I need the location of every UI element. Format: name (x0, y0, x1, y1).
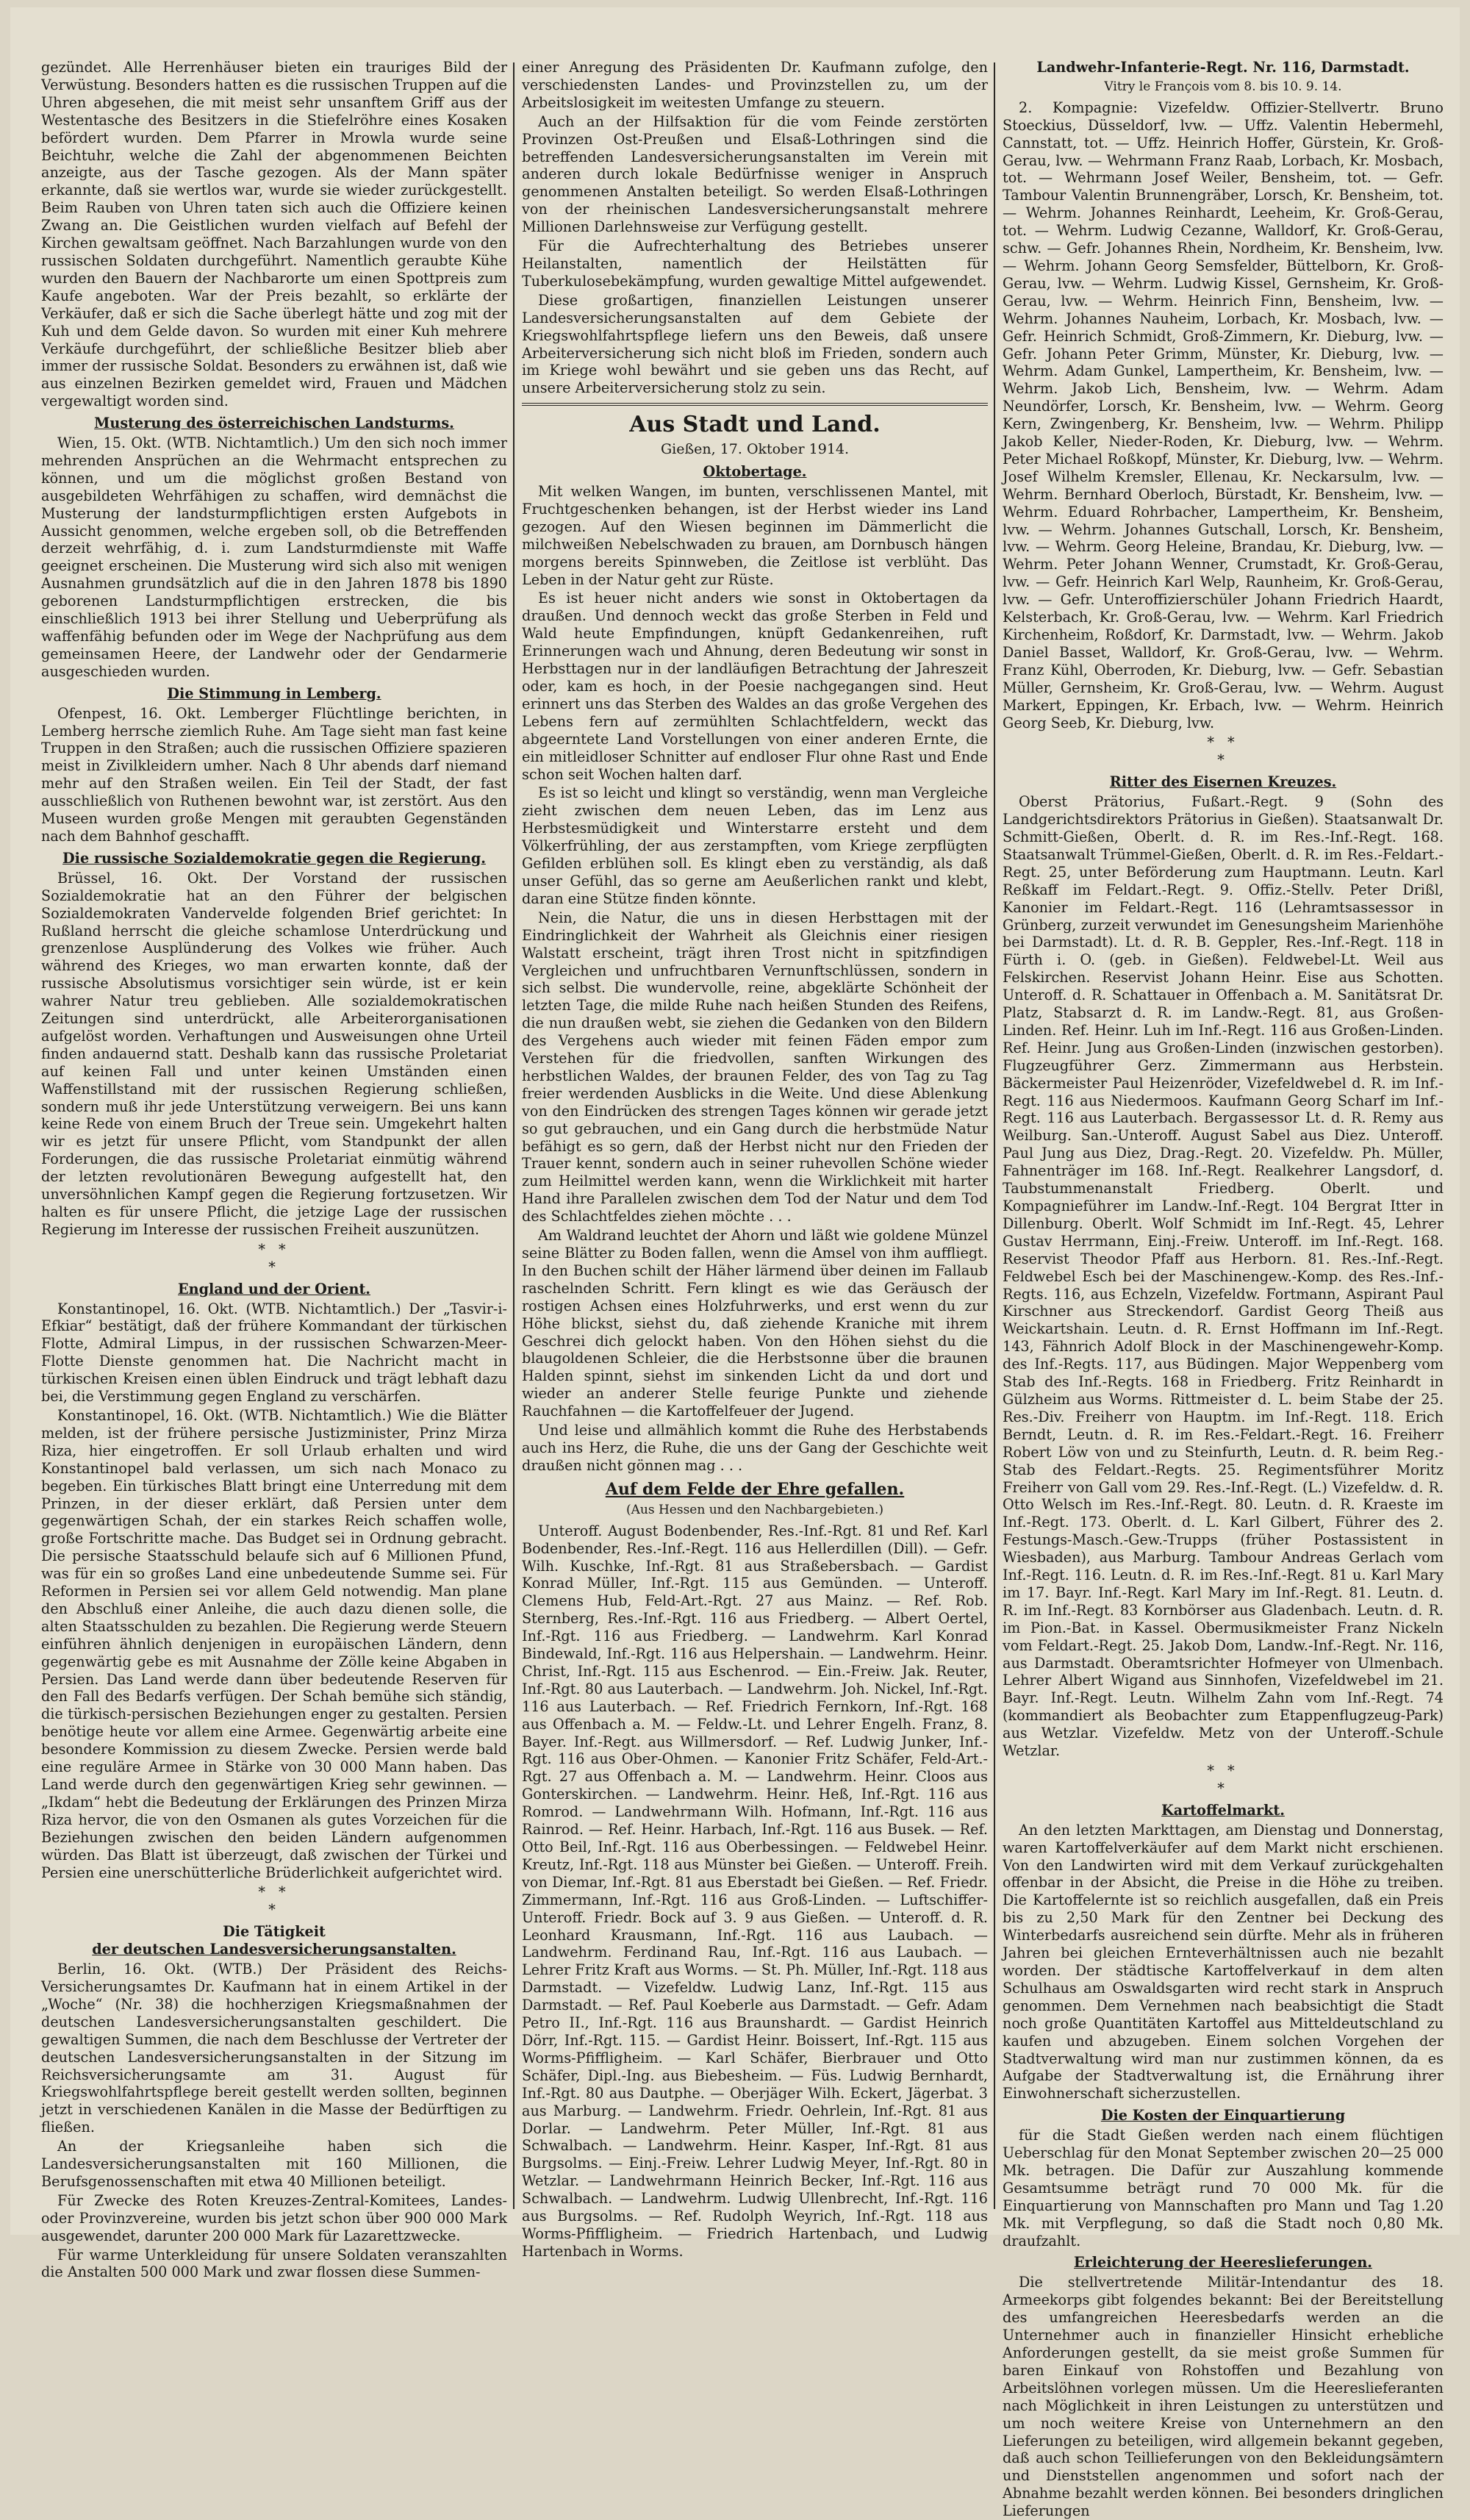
article-text: einer Anregung des Präsidenten Dr. Kaufmann zufolge, den verschiedensten Landes- und Provinzstellen zu, um der Arbeitslosigkeit im weitesten Umfange zu steuern. (522, 59, 988, 111)
article-heading: der deutschen Landesversicherungsanstalten. (92, 1941, 456, 1958)
separator-stars: * * * (258, 1883, 290, 1919)
article-heading: Kartoffelmarkt. (1161, 1801, 1285, 1819)
article-text: Oberst Prätorius, Fußart.-Regt. 9 (Sohn des Landgerichtsdirektors Prätorius in Gießen). Staatsanwalt Dr. Schmitt-Gießen, Oberlt. d. R. im Res.-Inf.-Regt. 168. Staatsanwalt Trümmel-Gießen, Oberlt. d. R. im Res.-Feldart.-Regt. 25, unter Beförderung zum Hauptmann. Leutn. Karl Reßkaff im Feldart.-Regt. 9. Offiz.-Stellv. Peter Drißl, Kanonier im Feldart.-Regt. 116 (Lehramtsassessor in Grünberg, zurzeit verwundet im Genesungsheim Marienhöhe bei Darmstadt). Lt. d. R. B. Geppler, Res.-Inf.-Regt. 118 in Fürth i. O. (geb. in Gießen). Feldwebel-Lt. Weil aus Felskirchen. Reservist Johann Heinr. Eise aus Schotten. Unteroff. d. R. Schattauer in Offenbach a. M. Sanitätsrat Dr. Platz, Stabsarzt d. R. im Landw.-Regt. 81, aus Großen-Linden. Ref. Heinr. Luh im Inf.-Regt. 116 aus Großen-Linden. Ref. Heinr. Jung aus Großen-Linden (inzwischen gestorben). Flugzeugführer Gerz. Zimmermann aus Herbstein. Bäckermeister Paul Heizenröder, Vizefeldwebel d. R. im Inf.-Regt. 116 aus Niedermoos. Kaufmann Georg Scharf im Inf.-Regt. 116 aus Lauterbach. Bergassessor Lt. d. R. Remy aus Weilburg. San.-Unteroff. August Sabel aus Diez. Unteroff. Paul Jung aus Diez, Drag.-Regt. 20. Vizefeldw. Ph. Müller, Fahnenträger im 168. Inf.-Regt. Realkehrer Langsdorf, d. Taubstummenanstalt Friedberg. Oberlt. und Kompagnieführer im Landw.-Inf.-Regt. 104 Bergrat Itter in Dillenburg. Oberlt. Wolf Schmidt im Inf.-Regt. 45, Lehrer Gustav Herrmann, Einj.-Freiw. Unteroff. im Inf.-Regt. 168. Reservist Theodor Pfaff aus Herborn. 81. Res.-Inf.-Regt. Feldwebel Esch bei der Maschinengew.-Komp. des Res.-Inf.-Regts. 116, aus Echzeln, Vizefeldw. Fortmann, Aspirant Paul Kirschner aus Streckendorf. Gardist Georg Theiß aus Weickartshain. Leutn. d. R. Ernst Hoffmann im Inf.-Regt. 143, Fähnrich Adolf Block in der Maschinengewehr-Komp. des Inf.-Regts. 117, aus Büdingen. Major Weppenberg vom Stab des Inf.-Regts. 168 in Friedberg. Fritz Reinhardt in Gülzheim aus Worms. Rittmeister d. L. beim Stabe der 25. Res.-Div. Freiherr von Hauptm. im Inf.-Regt. 118. Erich Berndt, Leutn. d. R. im Res.-Feldart.-Regt. 16. Freiherr Robert Löw von und zu Steinfurth, Leutn. d. R. beim Reg.-Stab des Feldart.-Regts. 25. Regimentsführer Moritz Freiherr von Gall vom 29. Res.-Inf.-Regt. (L.) Vizefeldw. d. R. Otto Welsch im Res.-Inf.-Regt. 80. Leutn. d. R. Kraeste im Inf.-Regt. 173. Oberlt. d. L. Karl Gilbert, Führer des 2. Festungs-Masch.-Gew.-Trupps (früher Postassistent in Wiesbaden), aus Marburg. Tambour Andreas Gerlach vom Inf.-Regt. 116. Leutn. d. R. im Res.-Inf.-Regt. 81 u. Karl Mary im 17. Bayr. Inf.-Regt. Karl Mary im Inf.-Regt. 81. Leutn. d. R. im Inf.-Regt. 83 Kornbörser aus Gladenbach. Leutn. d. R. im Pion.-Bat. in Kassel. Obermusikmeister Franz Nickeln vom Feldart.-Regt. 25. Jakob Dom, Landw.-Inf.-Regt. Nr. 116, aus Darmstadt. Oberamtsrichter Hofmeyer von Ulmenbach. Lehrer Albert Wigand aus Sinnhofen, Vizefeldwebel im 21. Bayr. Inf.-Regt. Leutn. Wilhelm Zahn vom Inf.-Regt. 74 (kommandiert als Beobachter zum Etappenflugzeug-Park) aus Wetzlar. Vizefeldw. Metz von der Unteroff.-Schule Wetzlar. (1003, 793, 1444, 1760)
article-heading: Die Tätigkeit (223, 1923, 326, 1941)
article-heading: Die russische Sozialdemokratie gegen die Regierung. (62, 849, 486, 867)
article-text: Auch an der Hilfsaktion für die vom Feinde zerstörten Provinzen Ost-Preußen und Elsaß-Lothringen sind die betreffenden Landesversicherungsanstalten im Verein mit anderen durch lokale Bedürfnisse weniger in Anspruch genommenen Anstalten beteiligt. So werden Elsaß-Lothringen von der rheinischen Landesversicherungsanstalt mehrere Millionen Darlehnsweise zur Verfügung gestellt. (522, 112, 988, 236)
article-text: An den letzten Markttagen, am Dienstag und Donnerstag, waren Kartoffelverkäufer auf dem Markt nicht erschienen. Von den Landwirten wird mit dem Verkauf zurückgehalten offenbar in der Absicht, die Preise in die Höhe zu treiben. Die Kartoffelernte ist so reichlich ausgefallen, daß ein Preis bis zu 2,50 Mark für den Zentner bei Deckung des Winterbedarfs ausreichend sein dürfte. Mehr als in früheren Jahren bei gleichen Ernteverhältnissen auch nie bezahlt worden. Der städtische Kartoffelverkauf in dem alten Schulhaus am Oswaldsgarten wird recht stark in Anspruch genommen. Dem Vernehmen nach beabsichtigt die Stadt noch große Quantitäten Kartoffel aus Mitteldeutschland zu kaufen und abzugeben. Einem solchen Vorgehen der Stadtverwaltung wird man nur zustimmen können, da es Aufgabe der Stadtverwaltung ist, die Ernährung ihrer Einwohnerschaft sicherzustellen. (1003, 1821, 1444, 2102)
article-text: gezündet. Alle Herrenhäuser bieten ein trauriges Bild der Verwüstung. Besonders hatten es die russischen Truppen auf die Uhren abgesehen, die mit meist sehr unsanftem Griff aus der Westentasche des Besitzers in die Stiefelröhre eines Kosaken befördert wurden. Dem Pfarrer in Mrowla wurde seine Beichtuhr, welche die Zahl der abgenommenen Beichten anzeigte, aus der Tasche gezogen. Als der Mann später erkannte, daß sie wertlos war, wurde sie wieder zurückgestellt. Beim Rauben von Uhren taten sich auch die Offiziere keinen Zwang an. Die Geistlichen wurden vielfach auf Befehl der Kirchen gewaltsam geöffnet. Nach Barzahlungen wurde von den russischen Soldaten durchgeführt. Namentlich geraubte Kühe wurden den Bauern der Nachbarorte um einen Spottpreis zum Kaufe angeboten. War der Preis bezahlt, so erklärte der Verkäufer, daß er sich die Sache überlegt hätte und zog mit der Kuh und dem Gelde davon. So wurden mit einer Kuh mehrere Verkäufe durchgeführt, der schließliche Besitzer blieb aber immer der russische Soldat. Besonders zu erwähnen ist, daß wie aus einzelnen Bezirken gemeldet wird, Frauen und Mädchen vergewaltigt worden sind. (41, 59, 507, 410)
column-left (41, 59, 507, 2281)
column-middle (522, 59, 988, 2260)
article-text: Nein, die Natur, die uns in diesen Herbsttagen mit der Eindringlichkeit der Wahrheit als Gleichnis einer riesigen Walstatt erscheint, trägt ihren Trost nicht in spitzfindigen Vergleichen und unfruchtbaren Vernunftschlüssen, sondern in sich selbst. Die wundervolle, reine, abgeklärte Schönheit der letzten Tage, die milde Ruhe nach heißen Stunden des Reifens, die nun draußen webt, sie ziehen die Gedanken von den Bildern des Vergehens auch wieder mit feinen Fäden empor zum Verstehen für die friedvollen, sanften Wirkungen des herbstlichen Waldes, der braunen Felder, des von Tag zu Tag freier werdenden Ausblicks in die Weite. Und diese Ablenkung von den Eindrücken des strengen Tages können wir gerade jetzt so gut gebrauchen, und ein Gang durch die herbstmüde Natur befähigt es so gern, daß der Herbst nicht nur den Frieden der Trauer kennt, sondern auch in seiner ruhevollen Schöne wieder zum Heilmittel werden kann, wenn die Wirklichkeit mit harter Hand ihre Parallelen zwischen dem Tod der Natur und dem Tod des Schlachtfeldes ziehen möchte . . . (522, 909, 988, 1225)
article-text: Für die Aufrechterhaltung des Betriebes unserer Heilanstalten, namentlich der Heilstätten für Tuberkulosebekämpfung, wurden gewaltige Mittel aufgewendet. (522, 237, 988, 290)
article-text: Für Zwecke des Roten Kreuzes-Zentral-Komitees, Landes- oder Provinzvereine, wurden bis jetzt schon über 900 000 Mark ausgewendet, darunter 200 000 Mark für Lazarettzwecke. (41, 2191, 507, 2244)
article-text: Unteroff. August Bodenbender, Res.-Inf.-Rgt. 81 und Ref. Karl Bodenbender, Res.-Inf.-Regt. 116 aus Hellerdillen (Dill). — Gefr. Wilh. Kuschke, Inf.-Rgt. 81 aus Straßebersbach. — Gardist Konrad Müller, Inf.-Rgt. 115 aus Gemünden. — Unteroff. Clemens Hub, Feld-Art.-Rgt. 27 aus Mainz. — Ref. Rob. Sternberg, Res.-Inf.-Rgt. 116 aus Friedberg. — Albert Oertel, Inf.-Rgt. 116 aus Friedberg. — Landwehrm. Karl Konrad Bindewald, Inf.-Rgt. 116 aus Helpershain. — Landwehrm. Heinr. Christ, Inf.-Rgt. 115 aus Eschenrod. — Ein.-Freiw. Jak. Reuter, Inf.-Rgt. 80 aus Lauterbach. — Landwehrm. Joh. Nickel, Inf.-Rgt. 116 aus Lauterbach. — Ref. Friedrich Fernkorn, Inf.-Rgt. 168 aus Offenbach a. M. — Feldw.-Lt. und Lehrer Engelh. Franz, 8. Bayer. Inf.-Regt. aus Willmersdorf. — Ref. Ludwig Junker, Inf.-Rgt. 116 aus Ober-Ohmen. — Kanonier Fritz Schäfer, Feld-Art.-Rgt. 27 aus Offenbach a. M. — Landwehrm. Heinr. Cloos aus Gonterskirchen. — Landwehrm. Heinr. Heß, Inf.-Rgt. 116 aus Romrod. — Landwehrmann Wilh. Hofmann, Inf.-Rgt. 116 aus Rainrod. — Ref. Heinr. Harbach, Inf.-Rgt. 116 aus Busek. — Ref. Otto Beil, Inf.-Rgt. 116 aus Oberbessingen. — Feldwebel Heinr. Kreutz, Inf.-Rgt. 118 aus Münster bei Gießen. — Unteroff. Freih. von Diemar, Inf.-Rgt. 81 aus Eberstadt bei Gießen. — Ref. Friedr. Zimmermann, Inf.-Rgt. 116 aus Groß-Linden. — Luftschiffer-Unteroff. Friedr. Bock auf 3. 9 aus Gießen. — Unteroff. d. R. Leonhard Krausmann, Inf.-Rgt. 116 aus Laubach. — Landwehrm. Ferdinand Rau, Inf.-Rgt. 116 aus Laubach. — Lehrer Fritz Kraft aus Worms. — St. Ph. Müller, Inf.-Rgt. 118 aus Darmstadt. — Vizefeldw. Ludwig Lanz, Inf.-Rgt. 115 aus Darmstadt. — Ref. Paul Koeberle aus Darmstadt. — Gefr. Adam Petro II., Inf.-Rgt. 116 aus Braunshardt. — Gardist Heinrich Dörr, Inf.-Rgt. 115. — Gardist Heinr. Boissert, Inf.-Rgt. 115 aus Worms-Pfiffligheim. — Karl Schäfer, Bierbrauer und Otto Schäfer, Dipl.-Ing. aus Biebesheim. — Füs. Ludwig Bernhardt, Inf.-Rgt. 80 aus Dautphe. — Oberjäger Wilh. Eckert, Jägerbat. 3 aus Marburg. — Landwehrm. Friedr. Oehrlein, Inf.-Rgt. 81 aus Dorlar. — Landwehrm. Peter Müller, Inf.-Rgt. 81 aus Schwalbach. — Landwehrm. Heinr. Kasper, Inf.-Rgt. 81 aus Burgsolms. — Einj.-Freiw. Lehrer Ludwig Meyer, Inf.-Rgt. 80 in Wetzlar. — Landwehrmann Heinrich Becker, Inf.-Rgt. 116 aus Schwalbach. — Landwehrm. Ludwig Ullenbrecht, Inf.-Rgt. 116 aus Burgsolms. — Ref. Rudolph Weyrich, Inf.-Rgt. 118 aus Worms-Pfiffligheim. — Friedrich Hartenbach, und Ludwig Hartenbach in Worms. (522, 1522, 988, 2260)
article-heading: Auf dem Felde der Ehre gefallen. (605, 1479, 905, 1499)
article-text: Am Waldrand leuchtet der Ahorn und läßt wie goldene Münzel seine Blätter zu Boden fallen, wenn die Amsel von ihm auffliegt. In den Buchen schilt der Häher lärmend über deinen im Fallaub raschelnden Schritt. Fern klingt es wie das Geräusch der rostigen Achsen eines Holzfuhrwerks, und erst wenn du zur Höhe blickst, siehst du, daß ziehende Kraniche mit ihrem Geschrei dich gelockt haben. Von den Höhen siehst du die blaugoldenen Schleier, die die Herbstsonne über die braunen Halden spinnt, siehst im sinkenden Licht da und dort und wieder an anderer Stelle feurige Punkte und ziehende Rauchfahnen — die Kartoffelfeuer der Jugend. (522, 1227, 988, 1420)
article-text: Konstantinopel, 16. Okt. (WTB. Nichtamtlich.) Der „Tasvir-i-Efkiar“ bestätigt, daß der frühere Kommandant der türkischen Flotte, Admiral Limpus, in der russischen Schwarzen-Meer-Flotte Dienste genommen hat. Die Nachricht macht in türkischen Kreisen einen üblen Eindruck und trägt lebhaft dazu bei, die Verstimmung gegen England zu verschärfen. (41, 1300, 507, 1406)
article-text: für die Stadt Gießen werden nach einem flüchtigen Ueberschlag für den Monat September zwischen 20—25 000 Mk. betragen. Die Dafür zur Auszahlung kommende Gesamtsumme beträgt rund 70 000 Mk. für die Einquartierung von Mannschaften pro Mann und Tag 1.20 Mk. mit Verpflegung, so daß die Stadt noch 0,80 Mk. draufzahlt. (1003, 2127, 1444, 2249)
article-text: Berlin, 16. Okt. (WTB.) Der Präsident des Reichs-Versicherungsamtes Dr. Kaufmann hat in einem Artikel in der „Woche“ (Nr. 38) die hochherzigen Kriegsmaßnahmen der deutschen Landesversicherungsanstalten geschildert. Die gewaltigen Summen, die nach dem Beschlusse der Vertreter der deutschen Landesversicherungsanstalten in der Sitzung im Reichsversicherungsamte am 31. August für Kriegswohlfahrtspflege bereit gestellt werden sollten, beginnen jetzt in verschiedenen Kanälen in die Masse der Bedürftigen zu fließen. (41, 1961, 507, 2136)
separator-stars: * * * (258, 1240, 290, 1275)
article-heading: Landwehr-Infanterie-Regt. Nr. 116, Darmstadt. (1036, 59, 1410, 76)
article-heading: Ritter des Eisernen Kreuzes. (1109, 773, 1337, 791)
column-rule (994, 62, 995, 2209)
separator-stars: * * * (1207, 1762, 1239, 1797)
article-text: Es ist so leicht und klingt so verständig, wenn man Vergleiche zieht zwischen dem neuen Leben, das im Lenz aus Herbstesmüdigkeit und Winterstarre ersteht und dem Völkerfrühling, der aus zerstampften, vom Kriege zerpflügten Gefilden erblühen soll. Es klingt eben zu verständig, als daß unser Gefühl, das so gerne am Aeußerlichen rankt und klebt, daran eine Stütze finden könnte. (522, 784, 988, 907)
article-text: Konstantinopel, 16. Okt. (WTB. Nichtamtlich.) Wie die Blätter melden, ist der frühere persische Justizminister, Prinz Mirza Riza, hier eingetroffen. Er soll Urlaub erhalten und wird Konstantinopel bald verlassen, um sich nach Monaco zu begeben. Ein türkisches Blatt bringt eine Unterredung mit dem Prinzen, in der dieser erklärt, daß Persien unter dem gegenwärtigen Schah, der ein starkes Reich schaffen wolle, große Fortschritte mache. Das Budget sei in Ordnung gebracht. Die persische Staatsschuld belaufe sich auf 6 Millionen Pfund, was für ein so großes Land eine unbedeutende Summe sei. Für Reformen in Persien sei vor allem Geld notwendig. Man plane den Abschluß einer Anleihe, die auch dazu dienen solle, die alten Staatsschulden zu bezahlen. Die Regierung werde Steuern einführen ähnlich denjenigen in europäischen Ländern, denn gegenwärtig gebe es mit Ausnahme der Zölle keine Abgaben in Persien. Das Land werde dann über bedeutende Reserven für den Fall des Bedarfs verfügen. Der Schah bemühe sich ständig, die türkisch-persischen Beziehungen enger zu gestalten. Persien benötige heute vor allem eine Armee. Gegenwärtig arbeite eine besondere Kommission zu diesem Zwecke. Persien werde bald eine reguläre Armee in Stärke von 30 000 Mann haben. Das Land werde durch den gegenwärtigen Krieg sehr gewinnen. — „Ikdam“ hebt die Bedeutung der Erklärungen des Prinzen Mirza Riza hervor, die von den Osmanen als gutes Vorzeichen für die Beziehungen zwischen den beiden Ländern aufgenommen würden. Das Blatt ist überzeugt, daß zwischen der Türkei und Persien eine unerschütterliche Brüderlichkeit aufgerichtet wird. (41, 1406, 507, 1881)
column-right (1003, 59, 1444, 2520)
article-text: Ofenpest, 16. Okt. Lemberger Flüchtlinge berichten, in Lemberg herrsche ziemlich Ruhe. Am Tage sieht man fast keine Truppen in den Straßen; auch die russischen Offiziere spazieren meist in Zivilkleidern umher. Nach 8 Uhr abends darf niemand mehr auf den Straßen weilen. Ein Teil der Stadt, der fast ausschließlich von Ruthenen bewohnt war, ist zerstört. Aus den Museen wurden große Mengen mit geraubten Gegenständen nach dem Bahnhof geschafft. (41, 704, 507, 845)
article-heading: Erleichterung der Heereslieferungen. (1074, 2254, 1372, 2272)
article-heading: Oktobertage. (703, 463, 807, 481)
article-text: Und leise und allmählich kommt die Ruhe des Herbstabends auch ins Herz, die Ruhe, die uns der Gang der Geschichte weit draußen nicht gönnen mag . . . (522, 1422, 988, 1474)
dateline: Gießen, 17. Oktober 1914. (660, 441, 850, 458)
article-text: An der Kriegsanleihe haben sich die Landesversicherungsanstalten mit 160 Millionen, die Berufsgenossenschaften mit etwa 40 Millionen beteiligt. (41, 2138, 507, 2190)
article-text: 2. Kompagnie: Vizefeldw. Offizier-Stellvertr. Bruno Stoeckius, Düsseldorf, lvw. — Uffz. Valentin Hebermehl, Cannstatt, tot. — Uffz. Heinrich Hoffer, Gürstein, Kr. Groß-Gerau, lvw. — Wehrmann Franz Raab, Lorbach, Kr. Mosbach, tot. — Wehrmann Josef Weiler, Bensheim, tot. — Gefr. Tambour Valentin Brunnengräber, Lorsch, Kr. Bensheim, tot. — Wehrm. Johannes Reinhardt, Leeheim, Kr. Groß-Gerau, tot. — Wehrm. Ludwig Cezanne, Walldorf, Kr. Groß-Gerau, schw. — Gefr. Johannes Rhein, Nordheim, Kr. Bensheim, lvw. — Wehrm. Johann Georg Semsfelder, Büttelborn, Kr. Groß-Gerau, lvw. — Wehrm. Ludwig Kissel, Gernsheim, Kr. Groß-Gerau, lvw. — Wehrm. Heinrich Finn, Bensheim, lvw. — Wehrm. Johannes Nauheim, Lorbach, Kr. Mosbach, lvw. — Gefr. Heinrich Schmidt, Groß-Zimmern, Kr. Dieburg, lvw. — Gefr. Johann Peter Grimm, Münster, Kr. Dieburg, lvw. — Wehrm. Adam Gunkel, Lampertheim, Kr. Bensheim, lvw. — Wehrm. Jakob Lich, Bensheim, lvw. — Wehrm. Adam Neundörfer, Lorsch, Kr. Bensheim, lvw. — Wehrm. Georg Kern, Zwingenberg, Kr. Bensheim, lvw. — Wehrm. Philipp Jakob Keller, Nieder-Roden, Kr. Dieburg, lvw. — Wehrm. Peter Michael Roßkopf, Münster, Kr. Dieburg, lvw. — Wehrm. Josef Wilhelm Kremsler, Ellenau, Kr. Neckarsulm, lvw. — Wehrm. Bernhard Oberloch, Bürstadt, Kr. Bensheim, lvw. — Wehrm. Eduard Rohrbacher, Lampertheim, Kr. Bensheim, lvw. — Wehrm. Johannes Gutschall, Lorsch, Kr. Bensheim, lvw. — Wehrm. Georg Heleine, Brandau, Kr. Dieburg, lvw. — Wehrm. Peter Johann Wenner, Crumstadt, Kr. Groß-Gerau, lvw. — Gefr. Heinrich Karl Welp, Raunheim, Kr. Groß-Gerau, lvw. — Gefr. Unteroffizierschüler Johann Friedrich Haardt, Kelsterbach, Kr. Groß-Gerau, lvw. — Wehrm. Karl Friedrich Kirchenheim, Roßdorf, Kr. Darmstadt, lvw. — Wehrm. Jakob Daniel Basset, Walldorf, Kr. Groß-Gerau, lvw. — Wehrm. Franz Kühl, Oberroden, Kr. Dieburg, lvw. — Gefr. Sebastian Müller, Gernsheim, Kr. Groß-Gerau, lvw. — Wehrm. August Markert, Eppingen, Kr. Erbach, lvw. — Wehrm. Heinrich Georg Seeb, Kr. Dieburg, lvw. (1003, 99, 1444, 731)
article-text: Für warme Unterkleidung für unsere Soldaten veranszahlten die Anstalten 500 000 Mark und zwar flossen diese Summen- (41, 2246, 507, 2281)
article-heading: Die Stimmung in Lemberg. (167, 684, 381, 702)
article-text: Mit welken Wangen, im bunten, verschlissenen Mantel, mit Fruchtgeschenken behangen, ist der Herbst wieder ins Land gezogen. Auf den Wiesen beginnen im Dämmerlicht die milchweißen Nebelschwaden zu brauen, am Dornbusch hängen morgens bereits Spinnweben, die Zeitlose ist verblüht. Das Leben in der Natur geht zur Rüste. (522, 483, 988, 588)
article-text: Es ist heuer nicht anders wie sonst in Oktobertagen da draußen. Und dennoch weckt das große Sterben in Feld und Wald heute Empfindungen, knüpft Gedankenreihen, ruft Erinnerungen wach und Ahnung, deren Bedeutung wir sonst in Herbsttagen nur in der landläufigen Betrachtung der Jahreszeit oder, kam es hoch, in der Poesie nachgegangen sind. Heut erinnert uns das Sterben des Waldes an das große Vergehen des Lebens fern auf zermühlten Schlachtfeldern, weckt das abgeerntete Land Vorstellungen von einer anderen Ernte, die ein mitleidloser Schnitter auf endloser Flur ohne Rast und Ende schon seit Wochen halten darf. (522, 590, 988, 783)
article-heading: Musterung des österreichischen Landsturms. (94, 415, 454, 432)
article-text: Brüssel, 16. Okt. Der Vorstand der russischen Sozialdemokratie hat an den Führer der belgischen Sozialdemokraten Vandervelde folgenden Brief gerichtet: In Rußland herrscht die gleiche schamlose Unterdrückung und grenzenlose Ausplünderung des Volkes wie früher. Auch während des Krieges, wo man erwarten konnte, daß der russische Absolutismus vorsichtiger sein würde, ist er kein wahrer Natur treu geblieben. Alle sozialdemokratischen Zeitungen sind unterdrückt, alle Arbeiterorganisationen aufgelöst worden. Verhaftungen und Ausweisungen ohne Urteil finden andauernd statt. Deshalb kann das russische Proletariat auf keinen Fall und unter keinen Umständen einen Waffenstillstand mit der russischen Regierung schließen, sondern muß ihr jede Unterstützung verweigern. Bei uns kann keine Rede von einem Bruch der Treue sein. Umgekehrt halten wir es jetzt für unsere Pflicht, vom Standpunkt der allen Forderungen, die das russische Proletariat einmütig während der letzten revolutionären Bewegung aufgestellt hat, den unversöhnlichen Kampf gegen die Regierung fortzusetzen. Wir halten es für unsere Pflicht, die jetzige Lage der russischen Regierung im Interesse der russischen Freiheit auszunützen. (41, 869, 507, 1238)
article-heading: Die Kosten der Einquartierung (1100, 2107, 1346, 2125)
separator-stars: * * * (1207, 734, 1239, 769)
article-subheading: (Aus Hessen und den Nachbargebieten.) (625, 1502, 884, 1517)
newspaper-page (10, 7, 1460, 2520)
column-rule (513, 62, 514, 2209)
section-title: Aus Stadt und Land. (629, 412, 881, 438)
article-heading: England und der Orient. (178, 1280, 370, 1297)
article-text: Diese großartigen, finanziellen Leistungen unserer Landesversicherungsanstalten auf dem Gebiete der Kriegswohlfahrtspflege liefern uns den Beweis, daß unsere Arbeiterversicherung sich nicht bloß im Frieden, sondern auch im Kriege wohl bewährt und sie geben uns das Recht, auf unsere Arbeiterversicherung stolz zu sein. (522, 291, 988, 397)
article-text: Die stellvertretende Militär-Intendantur des 18. Armeekorps gibt folgendes bekannt: Bei der Bereitstellung des umfangreichen Heeresbedarfs werden an die Unternehmer auch in finanzieller Hinsicht erhebliche Anforderungen gestellt, da sie meist große Summen für baren Einkauf von Rohstoffen und Bezahlung von Arbeitslöhnen vorlegen müssen. Um die Heereslieferanten nach Möglichkeit in ihren Leistungen zu unterstützen und um noch weitere Kreise von Unternehmern an den Lieferungen zu beteiligen, wird allgemein bekannt gegeben, daß auch schon Teillieferungen von den Bekleidungsämtern und Dienststellen angenommen und sofort nach der Abnahme bezahlt werden können. Bei besonders dringlichen Lieferungen (1003, 2274, 1444, 2520)
article-text: Wien, 15. Okt. (WTB. Nichtamtlich.) Um den sich noch immer mehrenden Ansprüchen an die Wehrmacht entsprechen zu können, und um die möglichst großen Bestand von ausgebildeten Wehrfähigen zu schaffen, wird demnächst die Musterung der landsturmpflichtigen ersten Aufgebots in Aussicht genommen, welche ergeben soll, ob die Betreffenden derzeit wehrfähig, d. i. zum Landsturmdienste mit Waffe geeignet erscheinen. Die Musterung wird sich also mit wenigen Ausnahmen grundsätzlich auf die in den Jahren 1878 bis 1890 geborenen Landsturmpflichtigen erstrecken, die bis einschließlich 1913 bei ihrer Stellung und Ueberprüfung als waffenfähig befunden oder im Wege der Nachprüfung aus dem gemeinsamen Heere, der Landwehr oder der Gendarmerie ausgeschieden wurden. (41, 434, 507, 680)
section-divider (522, 403, 988, 406)
article-subheading: Vitry le François vom 8. bis 10. 9. 14. (1104, 79, 1342, 94)
